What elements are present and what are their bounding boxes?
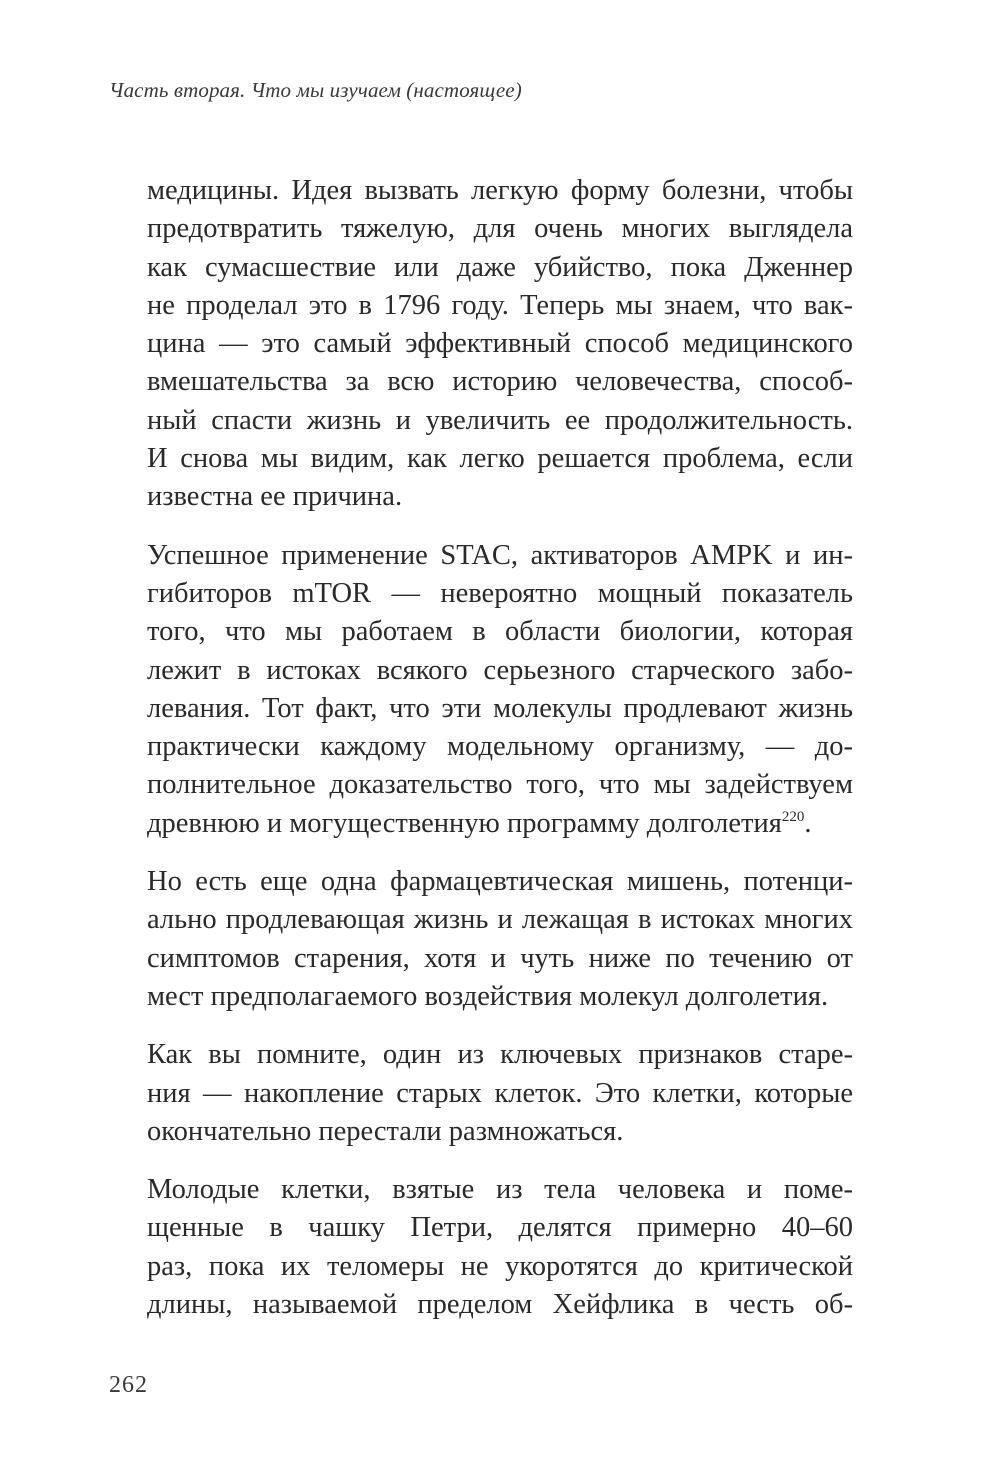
text-line: цина — это самый эффективный способ медицинского [147, 328, 853, 360]
text-line: практически каждому модельному организму, — до- [147, 731, 853, 763]
paragraph-2 [147, 537, 853, 843]
text-line: вмешательства за всю историю человечества, способ- [147, 366, 853, 398]
text-line: щенные в чашку Петри, делятся примерно 40–60 [147, 1212, 853, 1244]
text-line: левания. Тот факт, что эти молекулы продлевают жизнь [147, 692, 853, 724]
body-text [147, 172, 853, 1344]
text-line: окончательно перестали размножаться. [147, 1115, 624, 1147]
text-line: И снова мы видим, как легко решается проблема, если [147, 443, 853, 475]
text-line [147, 805, 853, 843]
text-line-content: древнюю и могущественную программу долголетия [147, 807, 782, 839]
text-line: известна ее причина. [147, 481, 403, 513]
text-line: ально продлевающая жизнь и лежащая в истоках многих [147, 904, 853, 936]
text-line: Как вы помните, один из ключевых признаков старе- [147, 1039, 853, 1071]
page-number: 262 [109, 1372, 148, 1398]
running-header: Часть вторая. Что мы изучаем (настоящее) [109, 78, 522, 102]
text-line: мест предполагаемого воздействия молекул долголетия. [147, 980, 829, 1012]
text-line: Молодые клетки, взятые из тела человека и поме- [147, 1174, 853, 1206]
paragraph-1 [147, 172, 853, 517]
paragraph-4 [147, 1036, 853, 1151]
text-line: длины, называемой пределом Хейфлика в честь об- [147, 1289, 853, 1321]
text-line: симптомов старения, хотя и чуть ниже по течению от [147, 942, 853, 974]
text-line: лежит в истоках всякого серьезного старческого забо- [147, 654, 853, 686]
text-line: того, что мы работаем в области биологии, которая [147, 616, 853, 648]
text-line: не проделал это в 1796 году. Теперь мы знаем, что вак- [147, 289, 853, 321]
text-line: полнительное доказательство того, что мы задействуем [147, 769, 853, 801]
paragraph-5 [147, 1171, 853, 1324]
text-line: раз, пока их теломеры не укоротятся до критической [147, 1250, 853, 1282]
text-line: ния — накопление старых клеток. Это клетки, которые [147, 1077, 853, 1109]
text-line: ный спасти жизнь и увеличить ее продолжительность. [147, 404, 853, 436]
text-line: как сумасшествие или даже убийство, пока Дженнер [147, 251, 853, 283]
text-line: предотвратить тяжелую, для очень многих выглядела [147, 213, 853, 245]
text-line: Но есть еще одна фармацевтическая мишень, потенци- [147, 866, 853, 898]
text-line: медицины. Идея вызвать легкую форму болезни, чтобы [147, 175, 853, 206]
footnote-reference[interactable]: 220 [781, 808, 805, 825]
text-line: Успешное применение STAC, активаторов AMPK и ин- [147, 539, 853, 571]
paragraph-3 [147, 863, 853, 1016]
sentence-end: . [804, 807, 812, 839]
text-line: гибиторов mTOR — невероятно мощный показатель [147, 577, 853, 609]
